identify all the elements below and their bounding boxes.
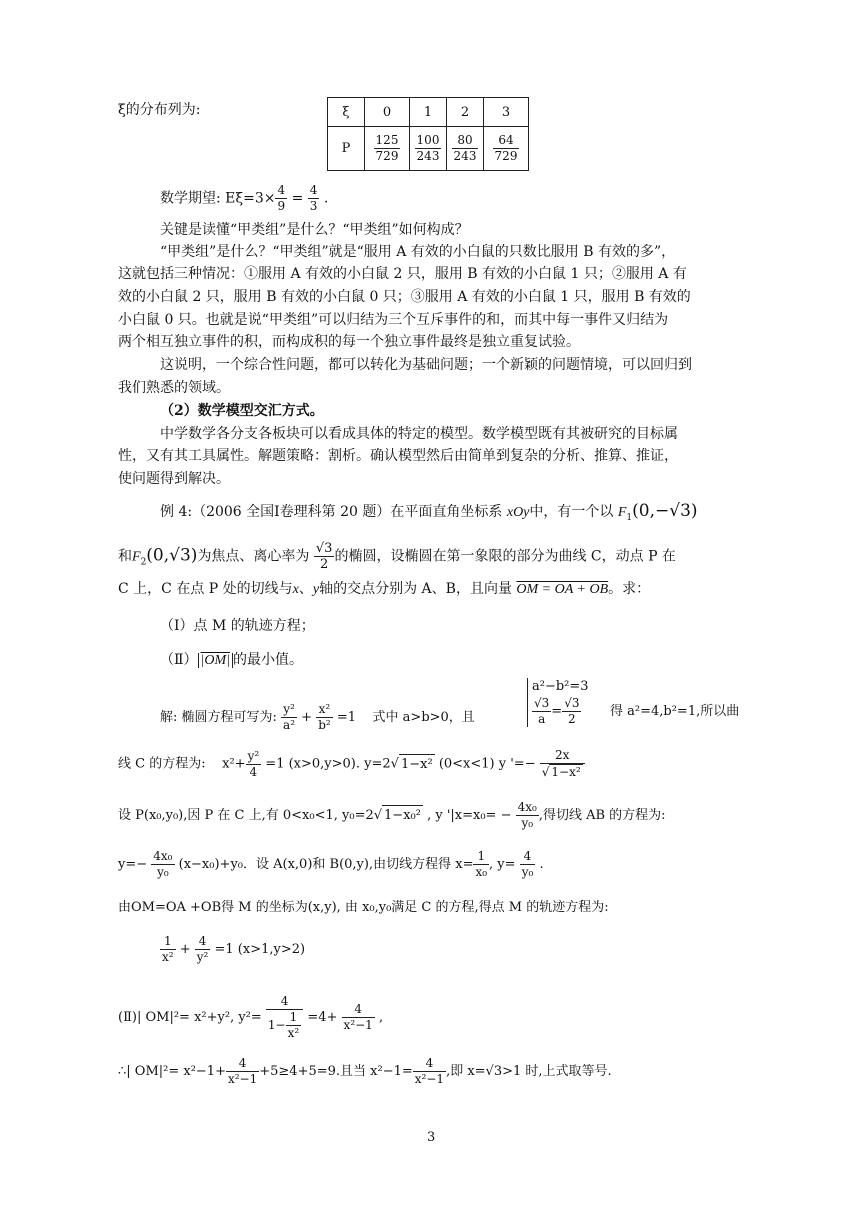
solution-text: y=−: [118, 857, 148, 872]
solution-text-c: 得 a²=4,b²=1,所以曲: [610, 704, 740, 719]
paragraph-line: 性，又有其工具属性。解题策略：割析。确认模型然后由简单到复杂的分析、推算、推证，: [118, 448, 678, 464]
prob-num: 125: [375, 133, 399, 147]
frac-num: 4: [342, 1002, 375, 1018]
question-label: （Ⅱ）: [160, 652, 198, 668]
section-heading: （2）数学模型交汇方式。: [160, 403, 324, 419]
focus-point: (0,−√3): [632, 501, 698, 521]
period: .: [323, 190, 329, 207]
table-header-cell: ξ: [328, 98, 365, 127]
example-text: 和: [118, 548, 132, 565]
frac-den: a: [538, 712, 546, 726]
solution-text: ,: [378, 1010, 384, 1025]
paragraph-line: 我们熟悉的领域。: [118, 380, 230, 396]
prob-num: 100: [416, 133, 440, 147]
plus-sign: +: [301, 710, 313, 725]
frac-num: 4: [520, 849, 536, 865]
paragraph-line: 这就包括三种情况：①服用 A 有效的小白鼠 2 只，服用 B 有效的小白鼠 1 只；②服用 A 有: [118, 266, 687, 282]
equals-sign: =: [291, 190, 304, 207]
solution-text: ,即 x=√3>1 时,上式取等号.: [446, 1064, 612, 1079]
frac-den: 3: [309, 199, 318, 213]
radicand: 1−x₀²: [382, 805, 423, 826]
paragraph-line: 效的小白鼠 2 只，服用 B 有效的小白鼠 0 只；③服用 A 有效的小白鼠 1 只，服用 B 有效的: [118, 289, 691, 305]
frac-num: 2x: [540, 748, 585, 764]
var-x: x: [292, 582, 299, 597]
frac-den: 1−: [267, 1018, 286, 1032]
frac-den: y₀: [157, 865, 169, 879]
frac-den: x²−1: [343, 1018, 373, 1032]
example-line-2: [118, 541, 676, 572]
distribution-table: [327, 97, 529, 171]
frac-num: y²: [281, 702, 297, 718]
solution-text: 线 C 的方程为:: [118, 756, 206, 772]
solution-text: , y '|x=x₀= −: [427, 808, 512, 823]
table-header-cell: 3: [484, 98, 529, 127]
solution-line-1: [160, 702, 475, 733]
frac-den: 9: [277, 199, 286, 213]
table-header-cell: 1: [410, 98, 447, 127]
frac-num: 4: [277, 183, 286, 197]
equals-one: =1: [336, 710, 357, 725]
paragraph-line: 这说明，一个综合性问题，都可以转化为基础问题；一个新颖的问题情境，可以回归到: [160, 357, 692, 373]
example-text: C 上，C 在点 P 处的切线与: [118, 581, 293, 597]
frac-den: x₀: [475, 865, 488, 879]
example-line-1: [160, 501, 698, 528]
frac-num: 4x₀: [153, 849, 173, 863]
focus-point: (0,√3): [146, 545, 198, 566]
frac-den: x²: [162, 950, 174, 964]
frac-den: y₀: [521, 816, 534, 830]
expectation-line: [160, 183, 328, 214]
solution-text: (0<x<1) y '=−: [438, 756, 536, 772]
example-text: 。求：: [608, 581, 651, 597]
paragraph-line: 关键是读懂“甲类组”是什么？“甲类组”如何构成？: [160, 222, 469, 238]
system-eq-2: [532, 696, 589, 727]
system-eq-1: a²−b²=3: [532, 679, 589, 694]
solution-text: ∴| OM|²= x²−1+: [118, 1064, 226, 1079]
frac-num: 1: [473, 849, 489, 865]
frac-den: x²−1: [227, 1072, 258, 1086]
locus-equation: [160, 934, 305, 965]
expect-text: 数学期望: Eξ=3×: [160, 190, 276, 207]
example-line-3: [118, 579, 650, 600]
vector-norm: |OM|: [198, 653, 233, 668]
example-text: 、: [298, 581, 313, 597]
table-header-cell: 0: [365, 98, 410, 127]
solution-text: (x−x₀)+y₀．设 A(x,0)和 B(0,y),由切线方程得 x=: [178, 857, 474, 872]
example-text: 例 4:（2006 全国Ⅰ卷理科第 20 题）在平面直角坐标系: [160, 504, 503, 520]
solution-text: =4+: [307, 1010, 338, 1025]
frac-num: x²: [316, 702, 333, 718]
frac-num: 4: [226, 1056, 259, 1072]
frac-num: y²: [247, 748, 260, 763]
frac-den: 2: [320, 557, 329, 572]
prob-num: 80: [452, 133, 479, 149]
prob-den: 243: [416, 149, 440, 163]
frac-num: √3: [564, 696, 580, 710]
frac-den: b²: [318, 718, 331, 732]
frac-den: 4: [249, 764, 258, 779]
frac-den: x²: [287, 1026, 300, 1040]
focus-label: F: [132, 549, 141, 565]
frac-num: √3: [315, 541, 333, 556]
frac-den: 2: [568, 712, 576, 726]
example-text: 轴的交点分别为 A、B，且向量: [319, 581, 512, 597]
table-header-cell: 2: [447, 98, 484, 127]
solution-text: =1 (x>1,y>2): [214, 942, 306, 957]
frac-den: a²: [283, 718, 296, 732]
vector-equation: OM = OA + OB: [516, 582, 609, 597]
prob-den: 729: [494, 149, 518, 163]
prob-den: 729: [375, 149, 399, 163]
frac-num: 4: [413, 1056, 446, 1072]
frac-num: 4: [195, 934, 211, 950]
paragraph-line: “甲类组”是什么？“甲类组”就是“服用 A 有效的小白鼠的只数比服用 B 有效的多”，: [160, 244, 676, 260]
question-2: [160, 650, 303, 671]
solution-text: 式中 a>b>0，且: [372, 710, 475, 725]
equation-system: [527, 678, 589, 727]
solution-line-7: [118, 994, 383, 1041]
period: .: [539, 857, 544, 872]
radicand: 1−x²: [399, 754, 435, 775]
question-1: （Ⅰ）点 M 的轨迹方程；: [160, 618, 315, 634]
frac-num: 1: [286, 1010, 302, 1026]
frac-num: 4x₀: [517, 800, 537, 814]
paragraph-line: 中学数学各分支各板块可以看成具体的特定的模型。数学模型既有其被研究的目标属: [160, 426, 678, 442]
example-text: 为焦点、离心率为: [197, 548, 310, 565]
solution-line-4: [118, 849, 544, 880]
dist-label: ξ的分布列为:: [118, 102, 201, 118]
focus-label: F: [617, 505, 627, 520]
table-row-label: P: [328, 127, 365, 171]
plus-sign: +: [179, 942, 191, 957]
example-text: 的椭圆，设椭圆在第一象限的部分为曲线 C，动点 P 在: [334, 548, 676, 565]
prob-den: 243: [453, 149, 477, 163]
var-y: y: [312, 582, 320, 597]
solution-text: x²+: [222, 756, 246, 772]
frac-num: 1: [160, 934, 176, 950]
frac-den: 1−x²: [551, 765, 581, 779]
solution-text: ,得切线 AB 的方程为:: [538, 808, 666, 823]
prob-num: 64: [493, 133, 520, 149]
focus-sub: 2: [140, 557, 147, 568]
coord-system: xOy: [506, 505, 530, 520]
paragraph-line: 使问题得到解决。: [118, 471, 230, 487]
table-cell: [410, 127, 447, 171]
solution-line-3: 设 P(x₀,y₀),因 P 在 C 上,有 0<x₀<1, y₀=2√ 1−x₀² , y '|x=x₀= − $\frac{\text{4x₀}}{\text{y₀}}$ ,得切线 AB 的方程为:: [118, 800, 666, 830]
solution-text: , y=: [489, 857, 516, 872]
equals-sign: =: [551, 704, 563, 719]
table-cell: [447, 127, 484, 171]
frac-den: y₀: [521, 865, 534, 879]
frac-num: √3: [534, 696, 550, 710]
frac-den: y²: [196, 950, 209, 964]
solution-text: +5≥4+5=9.且当 x²−1=: [259, 1064, 413, 1079]
frac-den: x²−1: [414, 1072, 445, 1086]
focus-sub: 1: [626, 512, 633, 523]
paragraph-line: 小白鼠 0 只。也就是说“甲类组”可以归结为三个互斥事件的和，而其中每一事件又归结为: [118, 312, 669, 328]
page-number: 3: [427, 1130, 436, 1145]
example-text: 中，有一个以: [529, 504, 614, 520]
solution-line-2: 线 C 的方程为: x²+ $\frac{\text{y²}}{4}$ =1 (x>0,y>0). y=2√ 1−x² (0<x<1) y '=− $\frac{2x}{\text{√ 1−x²}}$: [118, 748, 585, 780]
solution-text: =1 (x>0,y>0). y=2: [265, 756, 391, 772]
frac-num: 4: [309, 183, 318, 197]
solution-line-8: [118, 1056, 612, 1087]
solution-line-5: 由OM=OA +OB得 M 的坐标为(x,y), 由 x₀,y₀满足 C 的方程,得点 M 的轨迹方程为:: [118, 900, 609, 915]
frac-num: 4: [266, 994, 303, 1010]
paragraph-line: 两个相互独立事件的积，而构成积的每一个独立事件最终是独立重复试验。: [118, 334, 580, 350]
question-text: 的最小值。: [233, 652, 303, 668]
table-cell: [484, 127, 529, 171]
solution-text: (Ⅱ)| OM|²= x²+y², y²=: [118, 1010, 262, 1025]
table-cell: [365, 127, 410, 171]
solution-text: 设 P(x₀,y₀),因 P 在 C 上,有 0<x₀<1, y₀=2: [118, 808, 374, 823]
solution-text: 解: 椭圆方程可写为:: [160, 710, 277, 725]
